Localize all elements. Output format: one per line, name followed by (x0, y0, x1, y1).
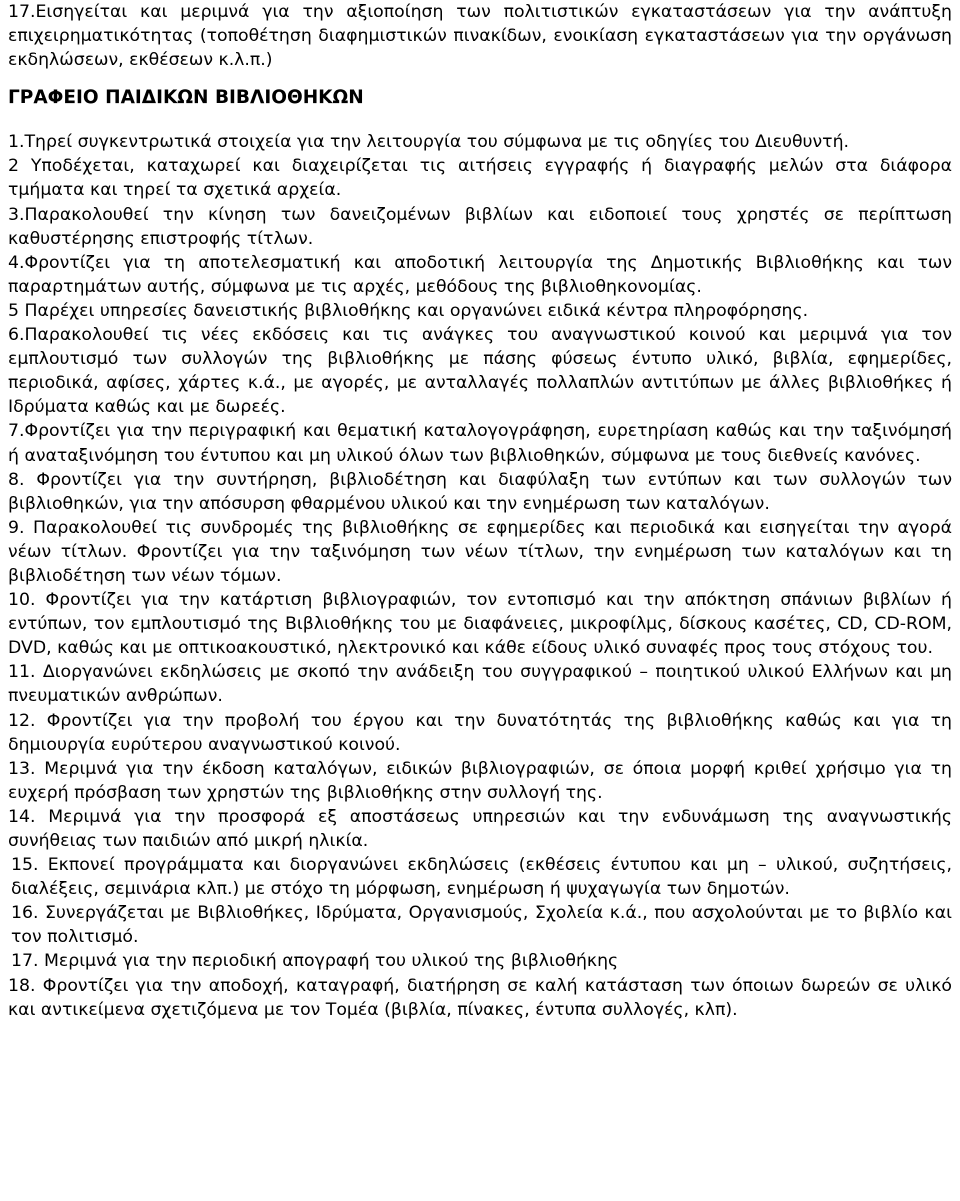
list-item-17: 17. Μεριμνά για την περιοδική απογραφή του υλικού της βιβλιοθήκης (11, 951, 619, 972)
list-item-6: 6.Παρακολουθεί τις νέες εκδόσεις και τις ανάγκες του αναγνωστικού κοινού και μεριμνά για τον εμπλουτισμό των συλλογών της βιβλιοθήκης με πάσης φύσεως έντυπο υλικό, βιβλία, εφημερίδες, περιοδικά, αφίσες, χάρτες κ.ά., με αγορές, με ανταλλαγές πολλαπλών αντιτύπων με άλλες βιβλιοθήκες ή Ιδρύματα καθώς και με δωρεές. (8, 325, 952, 418)
list-item-5: 5 Παρέχει υπηρεσίες δανειστικής βιβλιοθήκης και οργανώνει ειδικά κέντρα πληροφόρησης. (8, 300, 809, 321)
list-item-12: 12. Φροντίζει για την προβολή του έργου και την δυνατότητάς της βιβλιοθήκης καθώς και για τη δημιουργία ευρύτερου αναγνωστικού κοινού. (8, 710, 952, 755)
list-item-15: 15. Εκπονεί προγράμματα και διοργανώνει εκδηλώσεις (εκθέσεις έντυπου και μη – υλικού, συζητήσεις, διαλέξεις, σεμινάρια κλπ.) με στόχο τη μόρφωση, ενημέρωση ή ψυχαγωγία των δημοτών. (11, 855, 952, 900)
list-item-11: 11. Διοργανώνει εκδηλώσεις με σκοπό την ανάδειξη του συγγραφικού – ποιητικού υλικού Ελλήνων και μη πνευματικών ανθρώπων. (8, 662, 952, 707)
document-page (8, 0, 952, 1022)
list-item-2: 2 Υποδέχεται, καταχωρεί και διαχειρίζεται τις αιτήσεις εγγραφής ή διαγραφής μελών στα διάφορα τμήματα και τηρεί τα σχετικά αρχεία. (8, 156, 952, 201)
list-item-18: 18. Φροντίζει για την αποδοχή, καταγραφή, διατήρηση σε καλή κατάσταση των όποιων δωρεών σε υλικό και αντικείμενα σχετιζόμενα με τον Τομέα (βιβλία, πίνακες, έντυπα συλλογές, κλπ). (8, 975, 952, 1020)
list-item-9: 9. Παρακολουθεί τις συνδρομές της βιβλιοθήκης σε εφημερίδες και περιοδικά και εισηγείται την αγορά νέων τίτλων. Φροντίζει για την ταξινόμηση των νέων τίτλων, την ενημέρωση των καταλόγων και τη βιβλιοδέτηση των νέων τόμων. (8, 517, 952, 586)
list-item-3: 3.Παρακολουθεί την κίνηση των δανειζομένων βιβλίων και ειδοποιεί τους χρηστές σε περίπτωση καθυστέρησης επιστροφής τίτλων. (8, 204, 952, 249)
list-item-4: 4.Φροντίζει για τη αποτελεσματική και αποδοτική λειτουργία της Δημοτικής Βιβλιοθήκης και των παραρτημάτων αυτής, σύμφωνα με τις αρχές, μεθόδους της βιβλιοθηκονομίας. (8, 252, 952, 297)
section-heading: ΓΡΑΦΕΙΟ ΠΑΙΔΙΚΩΝ ΒΙΒΛΙΟΘΗΚΩΝ (8, 87, 364, 109)
list-item-8: 8. Φροντίζει για την συντήρηση, βιβλιοδέτηση και διαφύλαξη των εντύπων και των συλλογών των βιβλιοθηκών, για την απόσυρση φθαρμένου υλικού και την ενημέρωση των καταλόγων. (8, 469, 952, 514)
list-item-16: 16. Συνεργάζεται με Βιβλιοθήκες, Ιδρύματα, Οργανισμούς, Σχολεία κ.ά., που ασχολούνται με το βιβλίο και τον πολιτισμό. (11, 903, 952, 948)
list-item-7: 7.Φροντίζει για την περιγραφική και θεματική καταλογογράφηση, ευρετηρίαση καθώς και την ταξινόμησή ή αναταξινόμηση του έντυπου και μη υλικού όλων των βιβλιοθηκών, σύμφωνα με τους διεθνείς κανόνες. (8, 421, 952, 466)
list-item-13: 13. Μεριμνά για την έκδοση καταλόγων, ειδικών βιβλιογραφιών, σε όποια μορφή κριθεί χρήσιμο για τη ευχερή πρόσβαση των χρηστών της βιβλιοθήκης στην συλλογή της. (8, 758, 952, 803)
list-item-14: 14. Μεριμνά για την προσφορά εξ αποστάσεως υπηρεσιών και την ενδυνάμωση της αναγνωστικής συνήθειας των παιδιών από μικρή ηλικία. (8, 806, 952, 851)
intro-paragraph: 17.Εισηγείται και μεριμνά για την αξιοποίηση των πολιτιστικών εγκαταστάσεων για την ανάπτυξη επιχειρηματικότητας (τοποθέτηση διαφημιστικών πινακίδων, ενοικίαση εγκαταστάσεων για την οργάνωση εκδηλώσεων, εκθέσεων κ.λ.π.) (8, 2, 952, 71)
list-item-10: 10. Φροντίζει για την κατάρτιση βιβλιογραφιών, τον εντοπισμό και την απόκτηση σπάνιων βιβλίων ή εντύπων, τον εμπλουτισμό της Βιβλιοθήκης του με διαφάνειες, μικροφίλμς, δίσκους κασέτες, CD, CD-ROM, DVD, καθώς και με οπτικοακουστικό, ηλεκτρονικό και κάθε είδους υλικό συναφές προς τους στόχους του. (8, 590, 952, 659)
list-item-1: 1.Τηρεί συγκεντρωτικά στοιχεία για την λειτουργία του σύμφωνα με τις οδηγίες του Διευθυντή. (8, 132, 850, 153)
